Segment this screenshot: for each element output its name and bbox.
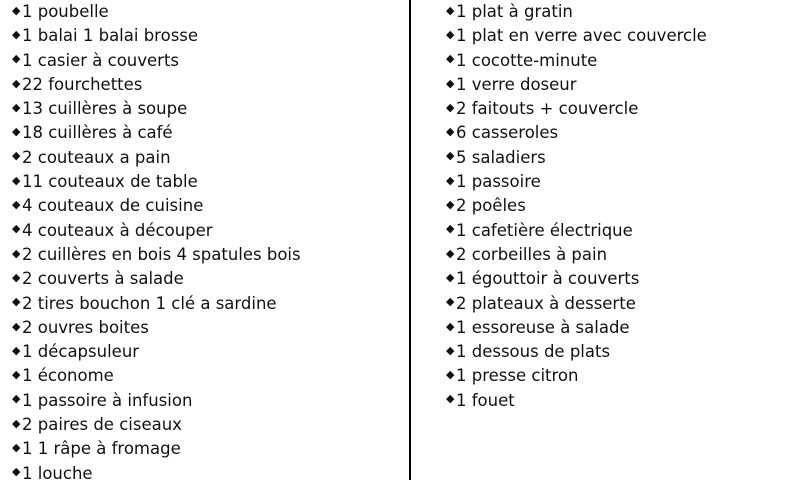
inventory-item-text: 1 verre doseur (456, 74, 577, 94)
inventory-item (446, 243, 796, 267)
inventory-item-text: 1 poubelle (22, 2, 109, 21)
diamond-bullet-icon: ◆ (12, 100, 21, 114)
inventory-item (12, 316, 402, 340)
inventory-item-text: 4 couteaux de cuisine (22, 196, 204, 216)
diamond-bullet-icon: ◆ (446, 100, 455, 114)
inventory-item-text: 22 fourchettes (22, 74, 143, 94)
diamond-bullet-icon: ◆ (446, 125, 455, 139)
inventory-item-text: 1 passoire (456, 172, 541, 192)
inventory-item (446, 340, 796, 364)
inventory-item (446, 389, 796, 413)
inventory-item-text: 1 plat en verre avec couvercle (456, 26, 707, 46)
inventory-item-text: 2 corbeilles à pain (456, 244, 608, 264)
inventory-item-text: 2 plateaux à desserte (456, 293, 636, 313)
diamond-bullet-icon: ◆ (12, 27, 21, 41)
column-divider (409, 0, 411, 480)
inventory-item (12, 340, 402, 364)
diamond-bullet-icon: ◆ (12, 270, 21, 284)
inventory-item (446, 364, 796, 388)
diamond-bullet-icon: ◆ (12, 125, 21, 139)
diamond-bullet-icon: ◆ (446, 3, 455, 17)
inventory-item (446, 0, 796, 24)
inventory-item-text: 18 cuillères à café (22, 123, 173, 143)
diamond-bullet-icon: ◆ (446, 246, 455, 260)
diamond-bullet-icon: ◆ (12, 149, 21, 163)
inventory-item (12, 0, 402, 24)
diamond-bullet-icon: ◆ (446, 343, 455, 357)
diamond-bullet-icon: ◆ (446, 173, 455, 187)
diamond-bullet-icon: ◆ (12, 319, 21, 333)
diamond-bullet-icon: ◆ (446, 198, 455, 212)
inventory-item (12, 462, 402, 486)
inventory-item-text: 1 plat à gratin (456, 2, 573, 21)
inventory-item-text: 1 1 râpe à fromage (22, 439, 181, 459)
inventory-item (12, 194, 402, 218)
diamond-bullet-icon: ◆ (12, 3, 21, 17)
diamond-bullet-icon: ◆ (446, 52, 455, 66)
inventory-item (12, 413, 402, 437)
inventory-item (12, 121, 402, 145)
inventory-item (12, 243, 402, 267)
diamond-bullet-icon: ◆ (12, 368, 21, 382)
diamond-bullet-icon: ◆ (446, 222, 455, 236)
inventory-item-text: 1 louche (22, 463, 93, 483)
diamond-bullet-icon: ◆ (446, 149, 455, 163)
inventory-item (446, 121, 796, 145)
right-inventory-column (446, 0, 796, 413)
diamond-bullet-icon: ◆ (446, 295, 455, 309)
diamond-bullet-icon: ◆ (12, 198, 21, 212)
inventory-item-text: 1 passoire à infusion (22, 390, 193, 410)
inventory-item-text: 1 dessous de plats (456, 342, 611, 362)
inventory-item-text: 2 couteaux a pain (22, 147, 171, 167)
inventory-item (446, 146, 796, 170)
diamond-bullet-icon: ◆ (12, 246, 21, 260)
inventory-item (446, 97, 796, 121)
inventory-item (12, 389, 402, 413)
inventory-item-text: 2 couverts à salade (22, 269, 184, 289)
inventory-item-text: 1 cafetière électrique (456, 220, 633, 240)
inventory-item-text: 2 cuillères en bois 4 spatules bois (22, 244, 301, 264)
diamond-bullet-icon: ◆ (446, 76, 455, 90)
inventory-item (446, 49, 796, 73)
inventory-item-text: 5 saladiers (456, 147, 546, 167)
diamond-bullet-icon: ◆ (12, 392, 21, 406)
inventory-item (12, 437, 402, 461)
inventory-item (12, 170, 402, 194)
inventory-item-text: 1 décapsuleur (22, 342, 140, 362)
inventory-item-text: 1 cocotte-minute (456, 50, 598, 70)
inventory-item-text: 1 fouet (456, 390, 515, 410)
inventory-item-text: 2 poêles (456, 196, 526, 216)
diamond-bullet-icon: ◆ (12, 343, 21, 357)
inventory-item-text: 1 balai 1 balai brosse (22, 26, 199, 46)
inventory-item (446, 194, 796, 218)
diamond-bullet-icon: ◆ (12, 76, 21, 90)
inventory-item (12, 97, 402, 121)
inventory-item-text: 2 ouvres boites (22, 317, 149, 337)
inventory-item-text: 1 presse citron (456, 366, 579, 386)
diamond-bullet-icon: ◆ (12, 465, 21, 479)
diamond-bullet-icon: ◆ (12, 52, 21, 66)
inventory-item (12, 73, 402, 97)
inventory-item (12, 267, 402, 291)
diamond-bullet-icon: ◆ (446, 319, 455, 333)
inventory-item (446, 170, 796, 194)
inventory-item (446, 24, 796, 48)
inventory-item-text: 1 casier à couverts (22, 50, 180, 70)
inventory-item (12, 49, 402, 73)
inventory-item-text: 4 couteaux à découper (22, 220, 213, 240)
diamond-bullet-icon: ◆ (12, 173, 21, 187)
inventory-item (446, 316, 796, 340)
diamond-bullet-icon: ◆ (446, 392, 455, 406)
inventory-item-text: 1 égouttoir à couverts (456, 269, 640, 289)
inventory-item-text: 2 faitouts + couvercle (456, 99, 639, 119)
diamond-bullet-icon: ◆ (12, 222, 21, 236)
inventory-item-text: 2 paires de ciseaux (22, 415, 182, 435)
diamond-bullet-icon: ◆ (446, 270, 455, 284)
inventory-item-text: 2 tires bouchon 1 clé a sardine (22, 293, 277, 313)
left-inventory-column (12, 0, 402, 486)
inventory-item-text: 11 couteaux de table (22, 172, 198, 192)
inventory-item (446, 219, 796, 243)
diamond-bullet-icon: ◆ (12, 295, 21, 309)
inventory-item (446, 73, 796, 97)
inventory-item (12, 364, 402, 388)
inventory-item-text: 6 casseroles (456, 123, 559, 143)
diamond-bullet-icon: ◆ (12, 440, 21, 454)
diamond-bullet-icon: ◆ (12, 416, 21, 430)
inventory-item (12, 24, 402, 48)
inventory-item (446, 292, 796, 316)
diamond-bullet-icon: ◆ (446, 27, 455, 41)
inventory-item (446, 267, 796, 291)
inventory-item-text: 1 économe (22, 366, 114, 386)
inventory-item-text: 1 essoreuse à salade (456, 317, 630, 337)
inventory-item (12, 219, 402, 243)
inventory-item-text: 13 cuillères à soupe (22, 99, 188, 119)
diamond-bullet-icon: ◆ (446, 368, 455, 382)
inventory-item (12, 292, 402, 316)
inventory-item (12, 146, 402, 170)
